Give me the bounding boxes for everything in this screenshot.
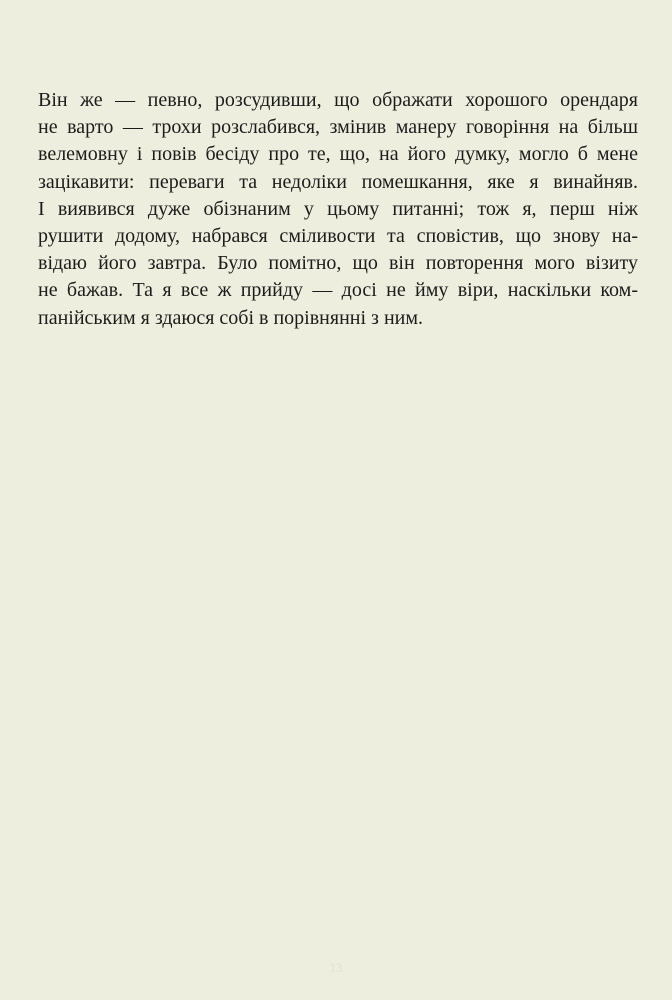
text-line: не бажав. Та я все ж прийду — досі не йму віри, наскільки ком- xyxy=(38,279,638,302)
text-line: не варто — трохи розслабився, змінив манеру говоріння на більш xyxy=(38,116,638,139)
body-paragraph xyxy=(38,87,638,332)
text-line: І виявився дуже обізнаним у цьому питанні; тож я, перш ніж xyxy=(38,197,638,220)
text-line: Він же — певно, розсудивши, що ображати хорошого орендаря xyxy=(38,89,638,111)
text-line: відаю його завтра. Було помітно, що він повторення мого візиту xyxy=(38,252,638,275)
page-number: 13 xyxy=(329,960,343,975)
text-line: рушити додому, набрався сміливости та сповістив, що знову на- xyxy=(38,224,638,247)
text-line: панійським я здаюся собі в порівнянні з ним. xyxy=(38,306,424,329)
text-line: велемовну і повів бесіду про те, що, на його думку, могло б мене xyxy=(38,143,638,166)
text-line: зацікавити: переваги та недоліки помешкання, яке я винайняв. xyxy=(38,170,638,193)
